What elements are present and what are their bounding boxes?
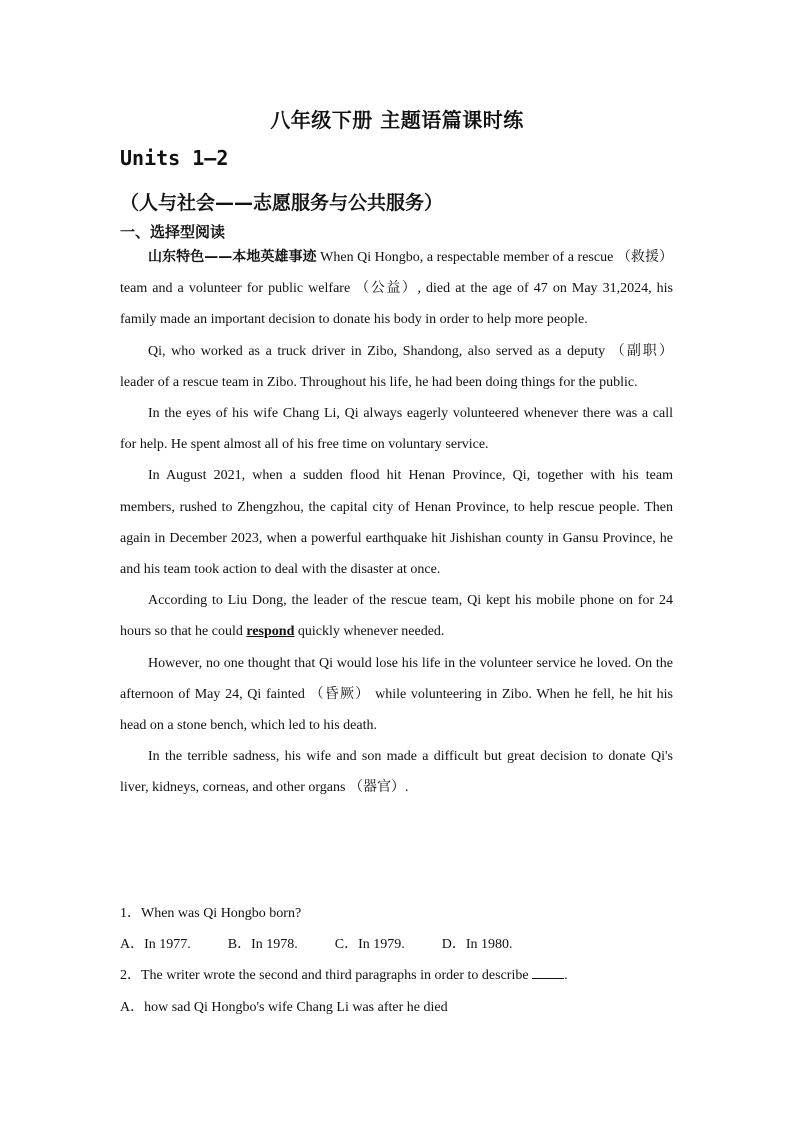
option-a: A．In 1977. — [120, 937, 191, 953]
answer-blank — [532, 966, 564, 979]
paragraph-6: However, no one thought that Qi would lose his life in the volunteer service he loved. On the afternoon of May 24, Qi fainted （昏厥） while volunteering in Zibo. When he fell, he hit his head on a stone bench, which led to his death. — [120, 655, 673, 734]
paragraph-3: In the eyes of his wife Chang Li, Qi always eagerly volunteered whenever there was a call for help. He spent almost all of his free time on voluntary service. — [120, 406, 673, 453]
question-2: 2．The writer wrote the second and third paragraphs in order to describe . — [120, 968, 568, 984]
question-1-options — [120, 929, 680, 960]
paragraph-2: Qi, who worked as a truck driver in Zibo, Shandong, also served as a deputy （副职） leader of a rescue team in Zibo. Throughout his life, he had been doing things for the public. — [120, 342, 674, 390]
question-list — [120, 898, 680, 1023]
gloss-welfare: （公益） — [355, 280, 418, 297]
reading-passage — [120, 242, 673, 804]
passage-lead: 山东特色——本地英雄事迹 — [148, 249, 317, 265]
section-heading: 一、选择型阅读 — [120, 223, 226, 241]
keyword-respond: respond — [246, 624, 295, 640]
page-title: 八年级下册 主题语篇课时练 — [270, 108, 524, 132]
question-1: 1．When was Qi Hongbo born? — [120, 906, 302, 921]
paragraph-7: In the terrible sadness, his wife and son made a difficult but great decision to donate Qi's liver, kidneys, corneas, and other organs （器官）. — [120, 749, 673, 796]
theme-heading: （人与社会——志愿服务与公共服务） — [120, 192, 444, 214]
paragraph-5: According to Liu Dong, the leader of the rescue team, Qi kept his mobile phone on for 24 hours so that he could respond quickly whenever needed. — [120, 593, 673, 640]
gloss-rescue: （救援） — [616, 249, 674, 265]
question-2-option-a: A．how sad Qi Hongbo's wife Chang Li was after he died — [120, 999, 448, 1015]
option-c: C．In 1979. — [334, 937, 405, 953]
gloss-organs: （器官） — [348, 779, 405, 796]
paragraph-4: In August 2021, when a sudden flood hit Henan Province, Qi, together with his team members, rushed to Zhengzhou, the capital city of Henan Province, to help rescue people. Then again in December 2023, when a powerful earthquake hit Jishishan county in Gansu Province, he and his team took action to deal with the disaster at once. — [120, 468, 673, 578]
gloss-fainted: （昏厥） — [309, 685, 371, 702]
option-b: B．In 1978. — [227, 937, 298, 953]
gloss-deputy: （副职） — [610, 342, 674, 359]
units-heading: Units 1—2 — [120, 146, 229, 170]
option-d: D．In 1980. — [441, 937, 513, 953]
paragraph-1: 山东特色——本地英雄事迹 When Qi Hongbo, a respectable member of a rescue （救援） team and a volunteer for public welfare （公益）, died at the age of 47 on May 31,2024, his family made an important decision to donate his body in order to help more people. — [120, 249, 674, 328]
